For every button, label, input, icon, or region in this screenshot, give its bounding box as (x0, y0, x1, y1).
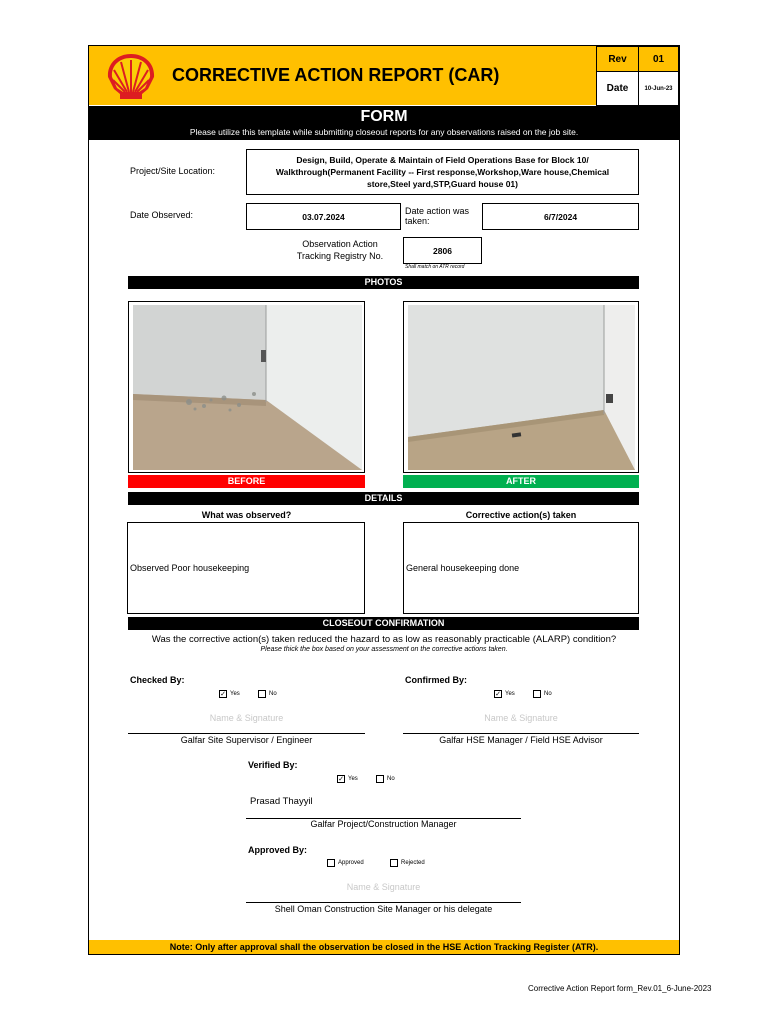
date-observed-field[interactable] (246, 203, 401, 230)
verified-yes-label: Yes (348, 776, 358, 782)
action-header: Corrective action(s) taken (465, 510, 577, 520)
alarp-instruction: Please thick the box based on your assessment on the corrective actions taken. (260, 646, 508, 653)
date-observed-value: 03.07.2024 (302, 211, 345, 222)
checked-signature-placeholder[interactable]: Name & Signature (209, 713, 284, 723)
closeout-bar: CLOSEOUT CONFIRMATION (128, 617, 639, 630)
shell-logo (103, 50, 159, 102)
photos-bar: PHOTOS (128, 276, 639, 289)
approval-note: Note: Only after approval shall the observation be closed in the HSE Action Tracking Register (ATR). (89, 940, 679, 954)
checked-yes-label: Yes (230, 691, 240, 697)
confirmed-signature-placeholder[interactable]: Name & Signature (484, 713, 558, 723)
project-value: Design, Build, Operate & Maintain of Field Operations Base for Block 10/ Walkthrough(Permanent Facility -- First response,Workshop,Ware house,Chemical store,Steel yard,STP,Guard house 01) (275, 155, 610, 189)
approved-by-label: Approved By: (248, 845, 308, 855)
approved-signature-placeholder[interactable]: Name & Signature (346, 882, 421, 892)
checked-yes-checkbox[interactable]: ✓ (220, 691, 226, 698)
verified-name[interactable]: Prasad Thayyil (250, 796, 313, 807)
before-photo (129, 302, 364, 472)
checked-by-label: Checked By: (130, 675, 185, 685)
confirmed-signature-line (403, 733, 639, 734)
verified-by-label: Verified By: (248, 760, 298, 770)
tracking-note: Shall match on ATR record (405, 264, 465, 270)
date-observed-label: Date Observed: (130, 210, 194, 220)
confirmed-no-checkbox[interactable] (533, 690, 541, 698)
after-label: AFTER (403, 475, 639, 488)
before-photo-frame (128, 301, 365, 473)
rev-value: 01 (638, 46, 679, 72)
tracking-label-text: Observation Action Tracking Registry No. (296, 239, 384, 261)
action-textbox[interactable] (403, 522, 639, 614)
date-value: 10-Jun-23 (638, 71, 679, 106)
verified-yes-checkbox[interactable]: ✓ (338, 776, 344, 783)
confirmed-yes-checkbox[interactable]: ✓ (495, 691, 501, 698)
verified-no-label: No (387, 776, 395, 782)
date-action-label (405, 206, 481, 226)
before-label: BEFORE (128, 475, 365, 488)
tracking-field[interactable] (403, 237, 482, 264)
confirmed-role: Galfar HSE Manager / Field HSE Advisor (439, 735, 603, 745)
observed-text: Observed Poor housekeeping (130, 563, 250, 573)
checked-role: Galfar Site Supervisor / Engineer (180, 735, 313, 745)
approved-role: Shell Oman Construction Site Manager or his delegate (274, 904, 493, 914)
approved-signature-line (246, 902, 521, 903)
footer-text: Corrective Action Report form_Rev.01_6-June-2023 (528, 984, 712, 993)
date-action-value: 6/7/2024 (543, 211, 578, 222)
after-photo-frame (403, 301, 639, 473)
form-heading: FORM (360, 108, 408, 125)
rev-label: Rev (596, 46, 639, 72)
checked-no-label: No (269, 691, 277, 697)
action-text: General housekeeping done (406, 563, 520, 573)
shell-pecten-icon (103, 50, 159, 102)
approved-checkbox[interactable] (327, 859, 335, 867)
rejected-label: Rejected (401, 860, 425, 866)
tracking-value: 2806 (433, 245, 452, 256)
date-action-field[interactable] (482, 203, 639, 230)
project-label: Project/Site Location: (130, 166, 216, 176)
date-label: Date (596, 71, 639, 106)
observed-header: What was observed? (201, 510, 292, 520)
form-subheading: Please utilize this template while submitting closeout reports for any observations raised on the job site. (189, 127, 579, 137)
tracking-label (284, 238, 396, 262)
confirmed-by-label: Confirmed By: (405, 675, 468, 685)
verified-role: Galfar Project/Construction Manager (310, 819, 457, 829)
confirmed-yes-label: Yes (505, 691, 515, 697)
checked-no-checkbox[interactable] (258, 690, 266, 698)
project-field[interactable] (246, 149, 639, 195)
approved-label: Approved (338, 860, 364, 866)
form-banner (89, 106, 679, 140)
report-title: CORRECTIVE ACTION REPORT (CAR) (172, 65, 500, 85)
details-bar: DETAILS (128, 492, 639, 505)
checked-signature-line (128, 733, 365, 734)
verified-no-checkbox[interactable] (376, 775, 384, 783)
after-photo (404, 302, 638, 472)
observed-textbox[interactable] (127, 522, 365, 614)
confirmed-no-label: No (544, 691, 552, 697)
alarp-question: Was the corrective action(s) taken reduced the hazard to as low as reasonably practicable (ALARP) condition? (151, 634, 617, 645)
rejected-checkbox[interactable] (390, 859, 398, 867)
date-action-label-text: Date action was taken: (405, 206, 470, 226)
